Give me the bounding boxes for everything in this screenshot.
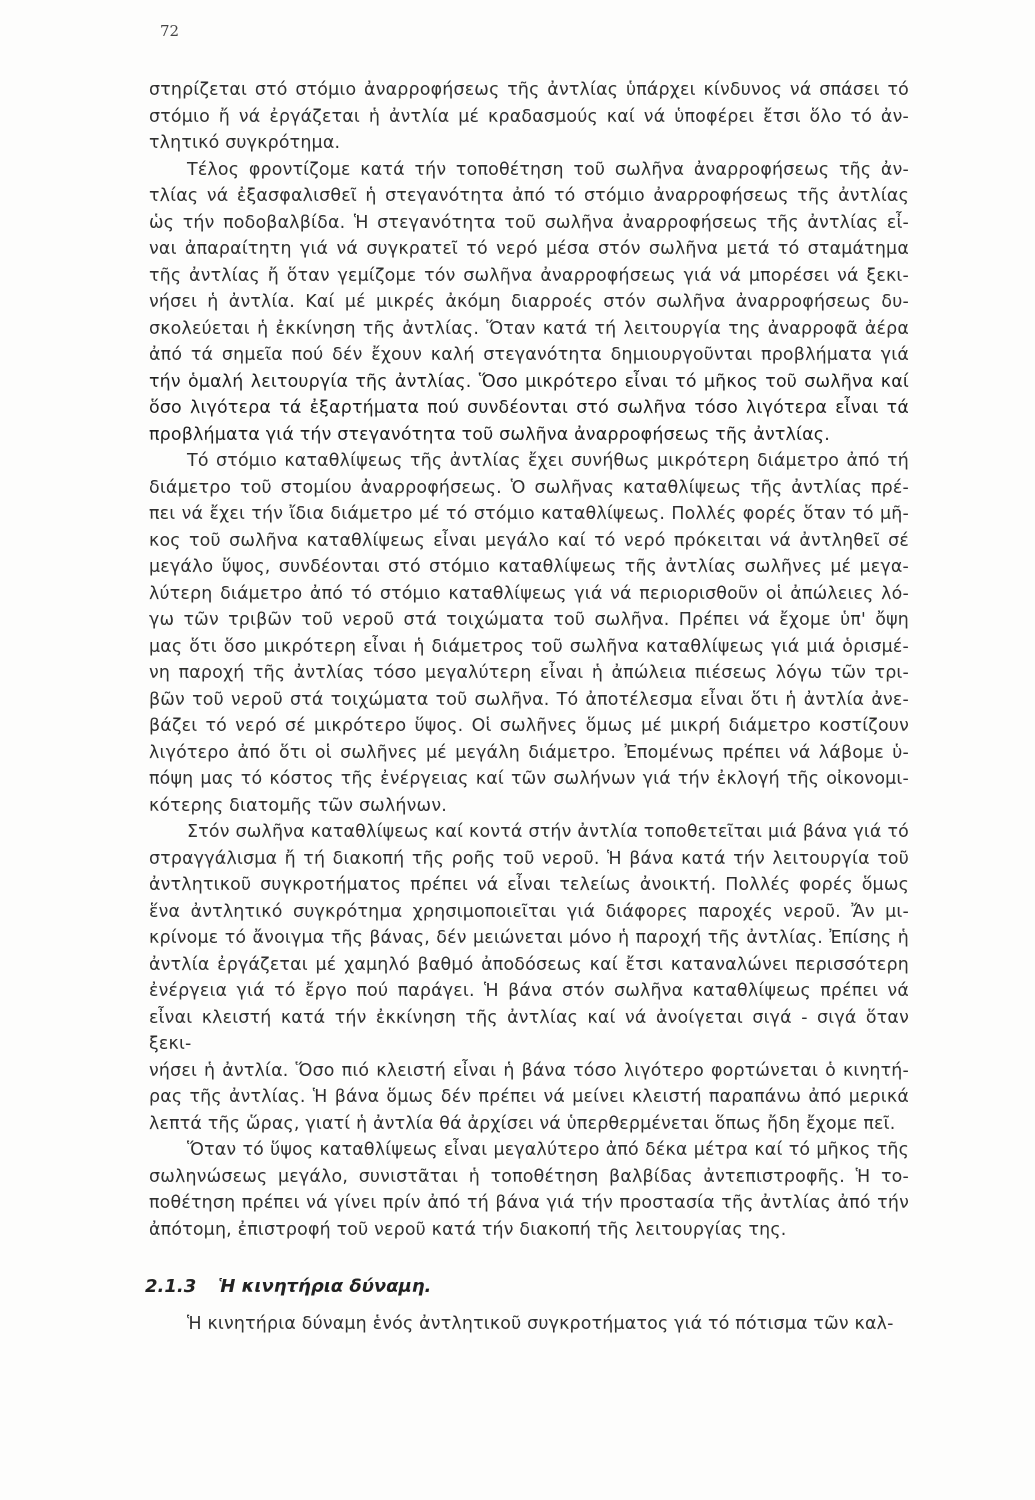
section-title: Ἡ κινητήρια δύναμη. xyxy=(218,1276,432,1297)
text-line: κότερης διατομῆς τῶν σωλήνων. xyxy=(149,795,447,816)
text-line: τήν ὁμαλή λειτουργία τῆς ἀντλίας. Ὅσο μικρότερο εἶναι τό μῆκος τοῦ σωλῆνα καί xyxy=(149,371,909,392)
text-line: λύτερη διάμετρο ἀπό τό στόμιο καταθλίψεως γιά νά περιορισθοῦν οἱ ἀπώλειες λό- xyxy=(149,583,909,604)
text-line: ἀντλητικοῦ συγκροτήματος πρέπει νά εἶναι τελείως ἀνοικτή. Πολλές φορές ὅμως xyxy=(149,875,909,895)
text-line: μεγάλο ὕψος, συνδέονται στό στόμιο καταθλίψεως τῆς ἀντλίας σωλῆνες μέ μεγα- xyxy=(149,557,909,577)
text-line: ἕνα ἀντλητικό συγκρότημα χρησιμοποιεῖται γιά διάφορες παροχές νεροῦ. Ἄν μι- xyxy=(149,901,909,922)
section-heading xyxy=(145,1276,909,1297)
text-line: νήσει ἡ ἀντλία. Ὅσο πιό κλειστή εἶναι ἡ βάνα τόσο λιγότερο φορτώνεται ὁ κινητή- xyxy=(149,1060,909,1081)
text-line: σωληνώσεως μεγάλο, συνιστᾶται ἡ τοποθέτηση βαλβίδας ἀντεπιστροφῆς. Ἡ το- xyxy=(149,1166,909,1187)
text-line: Τέλος φροντίζομε κατά τήν τοποθέτηση τοῦ σωλῆνα ἀναρροφήσεως τῆς ἀν- xyxy=(187,159,909,180)
page-number: 72 xyxy=(160,22,180,40)
text-line: τλητικό συγκρότημα. xyxy=(149,133,341,153)
text-line: νη παροχή τῆς ἀντλίας τόσο μεγαλύτερη εἶναι ἡ ἀπώλεια πιέσεως λόγω τῶν τρι- xyxy=(149,663,909,683)
text-line: λιγότερο ἀπό ὅτι οἱ σωλῆνες μέ μεγάλη διάμετρο. Ἐπομένως πρέπει νά λάβομε ὑ- xyxy=(149,742,909,763)
paragraph xyxy=(149,157,909,449)
text-line: σκολεύεται ἡ ἐκκίνηση τῆς ἀντλίας. Ὅταν κατά τή λειτουργία της ἀναρροφᾶ ἀέρα xyxy=(149,318,909,339)
text-line: ὅσο λιγότερα τά ἐξαρτήματα πού συνδέονται στό σωλῆνα τόσο λιγότερα εἶναι τά xyxy=(149,398,909,418)
text-line: διάμετρο τοῦ στομίου ἀναρροφήσεως. Ὁ σωλῆνας καταθλίψεως τῆς ἀντλίας πρέ- xyxy=(149,477,909,498)
text-line: μας ὅτι ὅσο μικρότερη εἶναι ἡ διάμετρος τοῦ σωλῆνα καταθλίψεως γιά μιά ὁρισμέ- xyxy=(149,636,909,657)
text-line: ναι ἀπαραίτητη γιά νά συγκρατεῖ τό νερό μέσα στόν σωλῆνα μετά τό σταμάτημα xyxy=(149,239,909,259)
text-line: ρας τῆς ἀντλίας. Ἡ βάνα ὅμως δέν πρέπει νά μείνει κλειστή παραπάνω ἀπό μερικά xyxy=(149,1087,909,1107)
paragraph xyxy=(149,448,909,819)
text-line: ἀντλία ἐργάζεται μέ χαμηλό βαθμό ἀποδόσεως καί ἔτσι καταναλώνει περισσότερη xyxy=(149,954,909,975)
text-line: στηρίζεται στό στόμιο ἀναρροφήσεως τῆς ἀντλίας ὑπάρχει κίνδυνος νά σπάσει τό xyxy=(149,80,909,100)
text-line: Ὅταν τό ὕψος καταθλίψεως εἶναι μεγαλύτερο ἀπό δέκα μέτρα καί τό μῆκος τῆς xyxy=(187,1140,909,1160)
text-line: Ἡ κινητήρια δύναμη ἑνός ἀντλητικοῦ συγκροτήματος γιά τό πότισμα τῶν καλ- xyxy=(187,1314,894,1334)
text-line: νήσει ἡ ἀντλία. Καί μέ μικρές ἀκόμη διαρροές στόν σωλῆνα ἀναρροφήσεως δυ- xyxy=(149,292,909,312)
text-line: Τό στόμιο καταθλίψεως τῆς ἀντλίας ἔχει συνήθως μικρότερη διάμετρο ἀπό τή xyxy=(187,451,909,471)
text-line: ὡς τήν ποδοβαλβίδα. Ἡ στεγανότητα τοῦ σωλῆνα ἀναρροφήσεως τῆς ἀντλίας εἶ- xyxy=(149,212,909,233)
text-line: στόμιο ἤ νά ἐργάζεται ἡ ἀντλία μέ κραδασμούς καί νά ὑποφέρει ἔτσι ὅλο τό ἀν- xyxy=(149,106,909,127)
text-line: στραγγάλισμα ἤ τή διακοπή τῆς ροῆς τοῦ νεροῦ. Ἡ βάνα κατά τήν λειτουργία τοῦ xyxy=(149,848,909,869)
text-line: ἀπό τά σημεῖα πού δέν ἔχουν καλή στεγανότητα δημιουργοῦνται προβλήματα γιά xyxy=(149,345,909,365)
text-line: τῆς ἀντλίας ἤ ὅταν γεμίζομε τόν σωλῆνα ἀναρροφήσεως γιά νά μπορέσει νά ξεκι- xyxy=(149,265,909,286)
paragraph xyxy=(149,819,909,1137)
text-line: πει νά ἔχει τήν ἴδια διάμετρο μέ τό στόμιο καταθλίψεως. Πολλές φορές ὅταν τό μῆ- xyxy=(149,504,909,524)
text-line: ἀπότομη, ἐπιστροφή τοῦ νεροῦ κατά τήν διακοπή τῆς λειτουργίας της. xyxy=(149,1219,787,1240)
text-line: ἐνέργεια γιά τό ἔργο πού παράγει. Ἡ βάνα στόν σωλῆνα καταθλίψεως πρέπει νά xyxy=(149,981,909,1001)
text-line: λεπτά τῆς ὥρας, γιατί ἡ ἀντλία θά ἀρχίσει νά ὑπερθερμένεται ὅπως ἤδη ἔχομε πεῖ. xyxy=(149,1113,896,1134)
text-line: κος τοῦ σωλῆνα καταθλίψεως εἶναι μεγάλο καί τό νερό πρόκειται νά ἀντληθεῖ σέ xyxy=(149,530,909,551)
paragraph xyxy=(149,77,909,157)
text-line: Στόν σωλῆνα καταθλίψεως καί κοντά στήν ἀντλία τοποθετεῖται μιά βάνα γιά τό xyxy=(187,822,909,842)
section-number: 2.1.3 xyxy=(145,1276,197,1297)
text-line: προβλήματα γιά τήν στεγανότητα τοῦ σωλῆνα ἀναρροφήσεως τῆς ἀντλίας. xyxy=(149,424,830,445)
text-line: κρίνομε τό ἄνοιγμα τῆς βάνας, δέν μειώνεται μόνο ἡ παροχή τῆς ἀντλίας. Ἐπίσης ἡ xyxy=(149,928,909,948)
text-line: ποθέτηση πρέπει νά γίνει πρίν ἀπό τή βάνα γιά τήν προστασία τῆς ἀντλίας ἀπό τήν xyxy=(149,1193,909,1213)
paragraph xyxy=(149,1137,909,1243)
text-line: γω τῶν τριβῶν τοῦ νεροῦ στά τοιχώματα τοῦ σωλῆνα. Πρέπει νά ἔχομε ὑπ' ὄψη xyxy=(149,610,909,630)
paragraph xyxy=(149,1311,909,1338)
text-line: εἶναι κλειστή κατά τήν ἐκκίνηση τῆς ἀντλίας καί νά ἀνοίγεται σιγά - σιγά ὅταν ξεκι- xyxy=(149,1007,909,1054)
text-line: βάζει τό νερό σέ μικρότερο ὕψος. Οἱ σωλῆνες ὅμως μέ μικρή διάμετρο κοστίζουν xyxy=(149,716,909,736)
body-text xyxy=(145,77,909,1338)
text-line: πόψη μας τό κόστος τῆς ἐνέργειας καί τῶν σωλήνων γιά τήν ἐκλογή τῆς οἰκονομι- xyxy=(149,769,909,789)
text-line: βῶν τοῦ νεροῦ στά τοιχώματα τοῦ σωλῆνα. Τό ἀποτέλεσμα εἶναι ὅτι ἡ ἀντλία ἀνε- xyxy=(149,689,909,710)
text-line: τλίας νά ἐξασφαλισθεῖ ἡ στεγανότητα ἀπό τό στόμιο ἀναρροφήσεως τῆς ἀντλίας xyxy=(149,186,909,206)
